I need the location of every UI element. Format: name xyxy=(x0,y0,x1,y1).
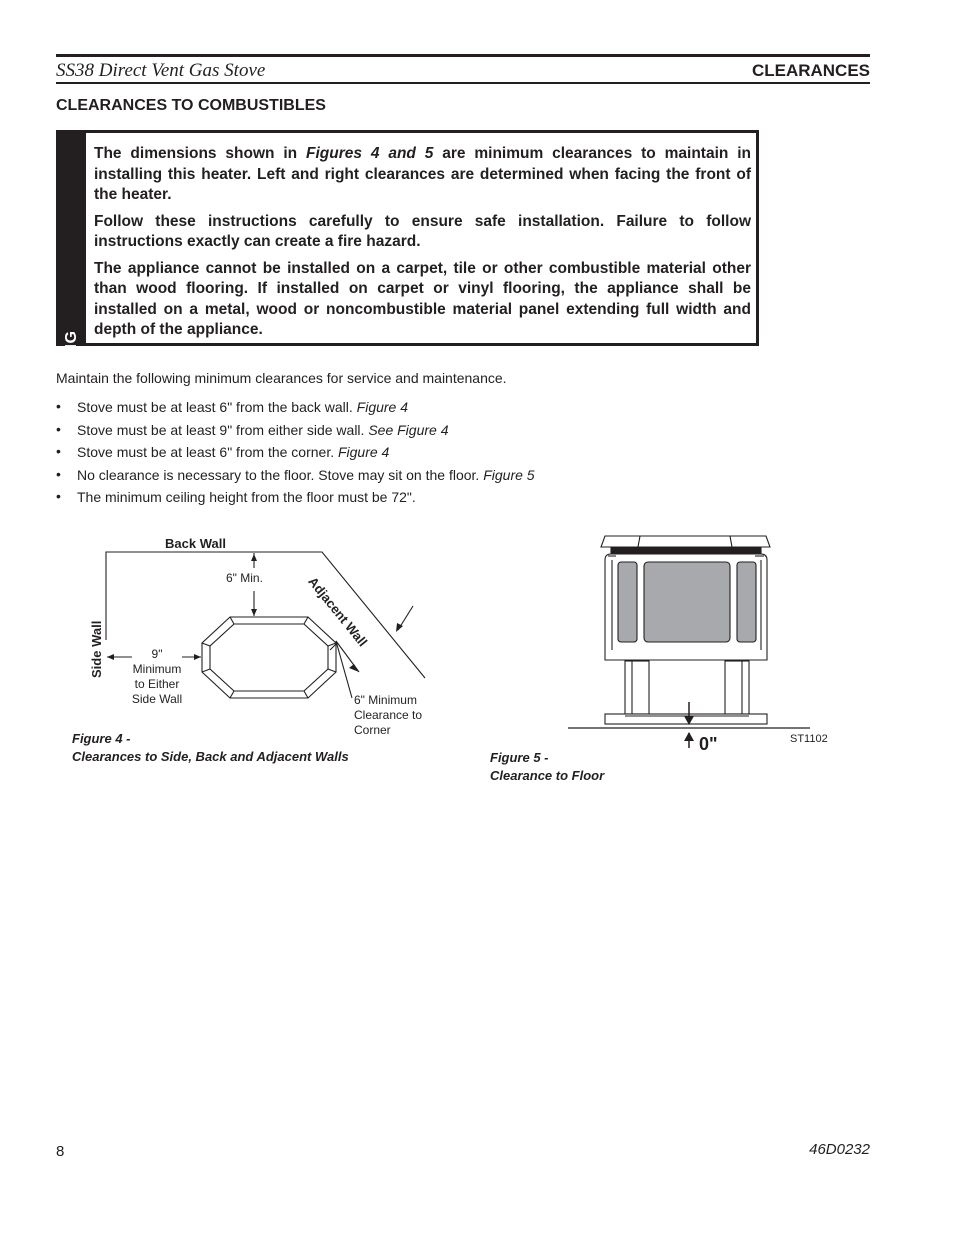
warning-text xyxy=(94,144,751,347)
back-clearance-label: 6" Min. xyxy=(226,571,263,585)
list-item xyxy=(56,464,535,487)
bullet-icon: • xyxy=(56,488,61,504)
adjacent-wall-label: Adjacent Wall xyxy=(305,574,371,650)
arrowhead xyxy=(194,654,201,660)
warning-bar xyxy=(59,133,86,412)
figure-5-caption-line-1: Figure 5 - xyxy=(490,750,549,765)
corner-clearance-line: 6" Minimum xyxy=(354,693,417,707)
section-title: CLEARANCES xyxy=(751,61,870,80)
arrowhead xyxy=(684,732,694,741)
arrowhead xyxy=(251,554,257,561)
list-item-text: The minimum ceiling height from the floor must be 72". xyxy=(77,489,416,505)
warning-p1-start: The dimensions shown in xyxy=(94,145,306,162)
list-item-text: Stove must be at least 6" from the back wall. xyxy=(77,399,357,415)
warning-paragraph-1 xyxy=(94,144,751,206)
corner-clearance-line: Corner xyxy=(354,723,391,737)
figure-5-caption-line-2: Clearance to Floor xyxy=(490,768,605,783)
list-item xyxy=(56,486,535,509)
bullet-icon: • xyxy=(56,398,61,414)
sub-heading: CLEARANCES TO COMBUSTIBLES xyxy=(56,97,326,114)
clearance-list xyxy=(56,396,535,509)
arrowhead xyxy=(349,664,359,672)
corner-clearance-label xyxy=(354,693,422,738)
warning-p1-end: are minimum clearances to maintain in installing this heater. Left and right clearances are determined when facing the front of the heater. xyxy=(94,145,752,203)
figure-4-caption-line-1: Figure 4 - xyxy=(72,731,131,746)
list-item-text: No clearance is necessary to the floor. Stove may sit on the floor. xyxy=(77,466,484,483)
list-item-text: Stove must be at least 6" from the corner. xyxy=(77,444,338,460)
left-panel xyxy=(618,562,637,642)
list-item-ref: Figure 4 xyxy=(337,444,390,460)
stove-top xyxy=(601,536,770,547)
list-item xyxy=(56,419,535,442)
floor-clearance-label: 0" xyxy=(699,734,718,754)
bullet-icon: • xyxy=(56,443,61,459)
figure-4-caption-line-2: Clearances to Side, Back and Adjacent Walls xyxy=(72,749,349,764)
side-clearance-line: 9" xyxy=(151,647,163,661)
figure-4-caption xyxy=(72,730,349,766)
document-number: 46D0232 xyxy=(809,1141,870,1158)
center-window xyxy=(644,562,730,642)
left-leg xyxy=(625,661,649,714)
page-number: 8 xyxy=(56,1143,65,1160)
list-item xyxy=(56,396,535,419)
warning-label: WARNING xyxy=(63,330,80,412)
document-title: SS38 Direct Vent Gas Stove xyxy=(56,60,266,81)
figure-code: ST1102 xyxy=(790,733,828,745)
side-clearance-line: Minimum xyxy=(132,662,182,676)
intro-text: Maintain the following minimum clearances for service and maintenance. xyxy=(56,370,507,386)
stove-outline-outer xyxy=(202,617,336,698)
right-panel xyxy=(737,562,756,642)
list-item-ref: See Figure 4 xyxy=(368,421,449,438)
list-item-text: Stove must be at least 9" from either side wall. xyxy=(77,421,369,438)
warning-p1-figure-ref: Figures 4 and 5 xyxy=(306,145,434,162)
figure-5 xyxy=(480,520,860,790)
side-clearance-line: to Either xyxy=(134,677,180,691)
side-clearance-line: Side Wall xyxy=(131,692,183,706)
side-clearance-label xyxy=(128,647,186,707)
arrowhead xyxy=(251,609,257,616)
back-wall-label: Back Wall xyxy=(165,536,226,551)
arrowhead xyxy=(107,654,114,660)
warning-paragraph-3: The appliance cannot be installed on a carpet, tile or other combustible material other than wood flooring. If installed on carpet or vinyl flooring, the appliance shall be installed on a metal, wood or noncombustible material panel extending full width and depth of the appliance. xyxy=(94,259,751,338)
list-item xyxy=(56,441,535,464)
bullet-icon: • xyxy=(56,420,61,437)
side-wall-label: Side Wall xyxy=(89,620,104,678)
page-header xyxy=(56,54,870,84)
list-item-ref: Figure 5 xyxy=(483,466,535,483)
corner-clearance-line: Clearance to xyxy=(354,708,423,722)
bullet-icon: • xyxy=(56,465,61,482)
stove-outline-inner xyxy=(210,624,328,691)
list-item-ref: Figure 4 xyxy=(356,399,409,415)
right-leg xyxy=(725,661,749,714)
figure-4 xyxy=(0,520,470,780)
figure-5-caption xyxy=(490,749,604,785)
warning-paragraph-2: Follow these instructions carefully to ensure safe installation. Failure to follow instructions exactly can create a fire hazard. xyxy=(94,212,751,250)
